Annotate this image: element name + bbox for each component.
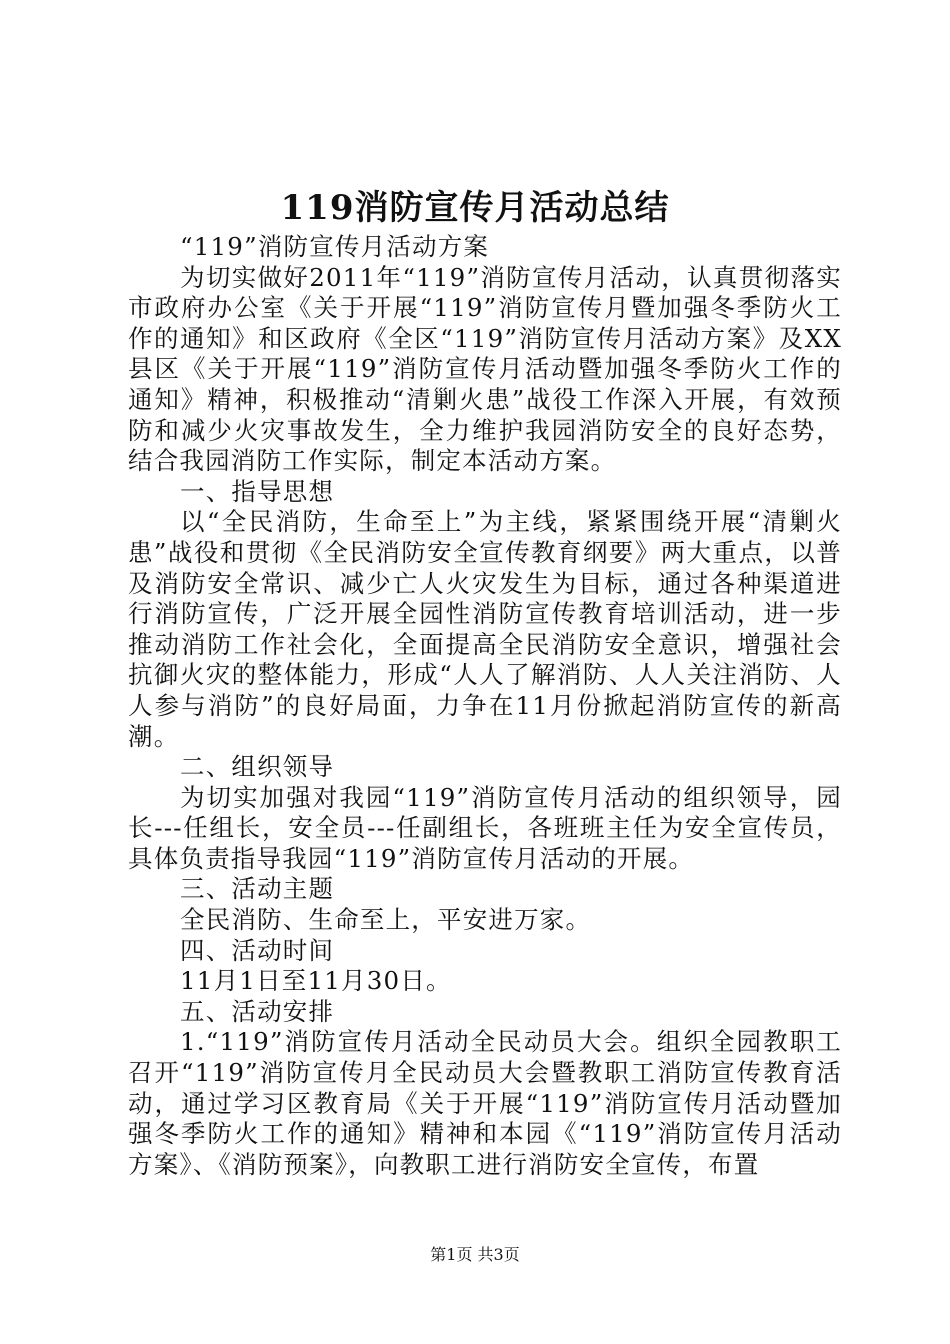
- paragraph-guiding-thought: 以“全民消防，生命至上”为主线，紧紧围绕开展“清剿火患”战役和贯彻《全民消防安全宣传教育纲要》两大重点，以普及消防安全常识、减少亡人火灾发生为目标，通过各种渠道进行消防宣传，广泛开展全园性消防宣传教育培训活动，进一步推动消防工作社会化，全面提高全民消防安全意识，增强社会抗御火灾的整体能力，形成“人人了解消防、人人关注消防、人人参与消防”的良好局面，力争在11月份掀起消防宣传的新高潮。: [128, 507, 842, 751]
- section-heading-organization: 二、组织领导: [180, 752, 335, 782]
- paragraph-intro: 为切实做好2011年“119”消防宣传月活动，认真贯彻落实市政府办公室《关于开展“119”消防宣传月暨加强冬季防火工作的通知》和区政府《全区“119”消防宣传月活动方案》及XX县区《关于开展“119”消防宣传月活动暨加强冬季防火工作的通知》精神，积极推动“清剿火患”战役工作深入开展，有效预防和减少火灾事故发生，全力维护我园消防安全的良好态势，结合我园消防工作实际，制定本活动方案。: [128, 262, 842, 476]
- page-number-footer: 第1页 共3页: [430, 1245, 520, 1264]
- section-heading-theme: 三、活动主题: [180, 874, 335, 904]
- paragraph-plan-heading: “119”消防宣传月活动方案: [180, 232, 490, 261]
- section-heading-arrangement: 五、活动安排: [180, 996, 335, 1026]
- paragraph-time: 11月1日至11月30日。: [180, 966, 452, 996]
- section-heading-guiding-thought: 一、指导思想: [180, 476, 335, 506]
- paragraph-arrangement-1: 1.“119”消防宣传月活动全民动员大会。组织全园教职工召开“119”消防宣传月全民动员大会暨教职工消防宣传教育活动，通过学习区教育局《关于开展“119”消防宣传月活动暨加强冬季防火工作的通知》精神和本园《“119”消防宣传月活动方案》、《消防预案》，向教职工进行消防安全宣传，布置: [128, 1027, 842, 1179]
- paragraph-organization: 为切实加强对我园“119”消防宣传月活动的组织领导，园长---任组长，安全员---任副组长，各班班主任为安全宣传员，具体负责指导我园“119”消防宣传月活动的开展。: [128, 782, 842, 873]
- document-title: 119消防宣传月活动总结: [280, 188, 670, 228]
- section-heading-time: 四、活动时间: [180, 935, 335, 965]
- document-body: [128, 232, 842, 1180]
- paragraph-theme: 全民消防、生命至上，平安进万家。: [180, 905, 592, 935]
